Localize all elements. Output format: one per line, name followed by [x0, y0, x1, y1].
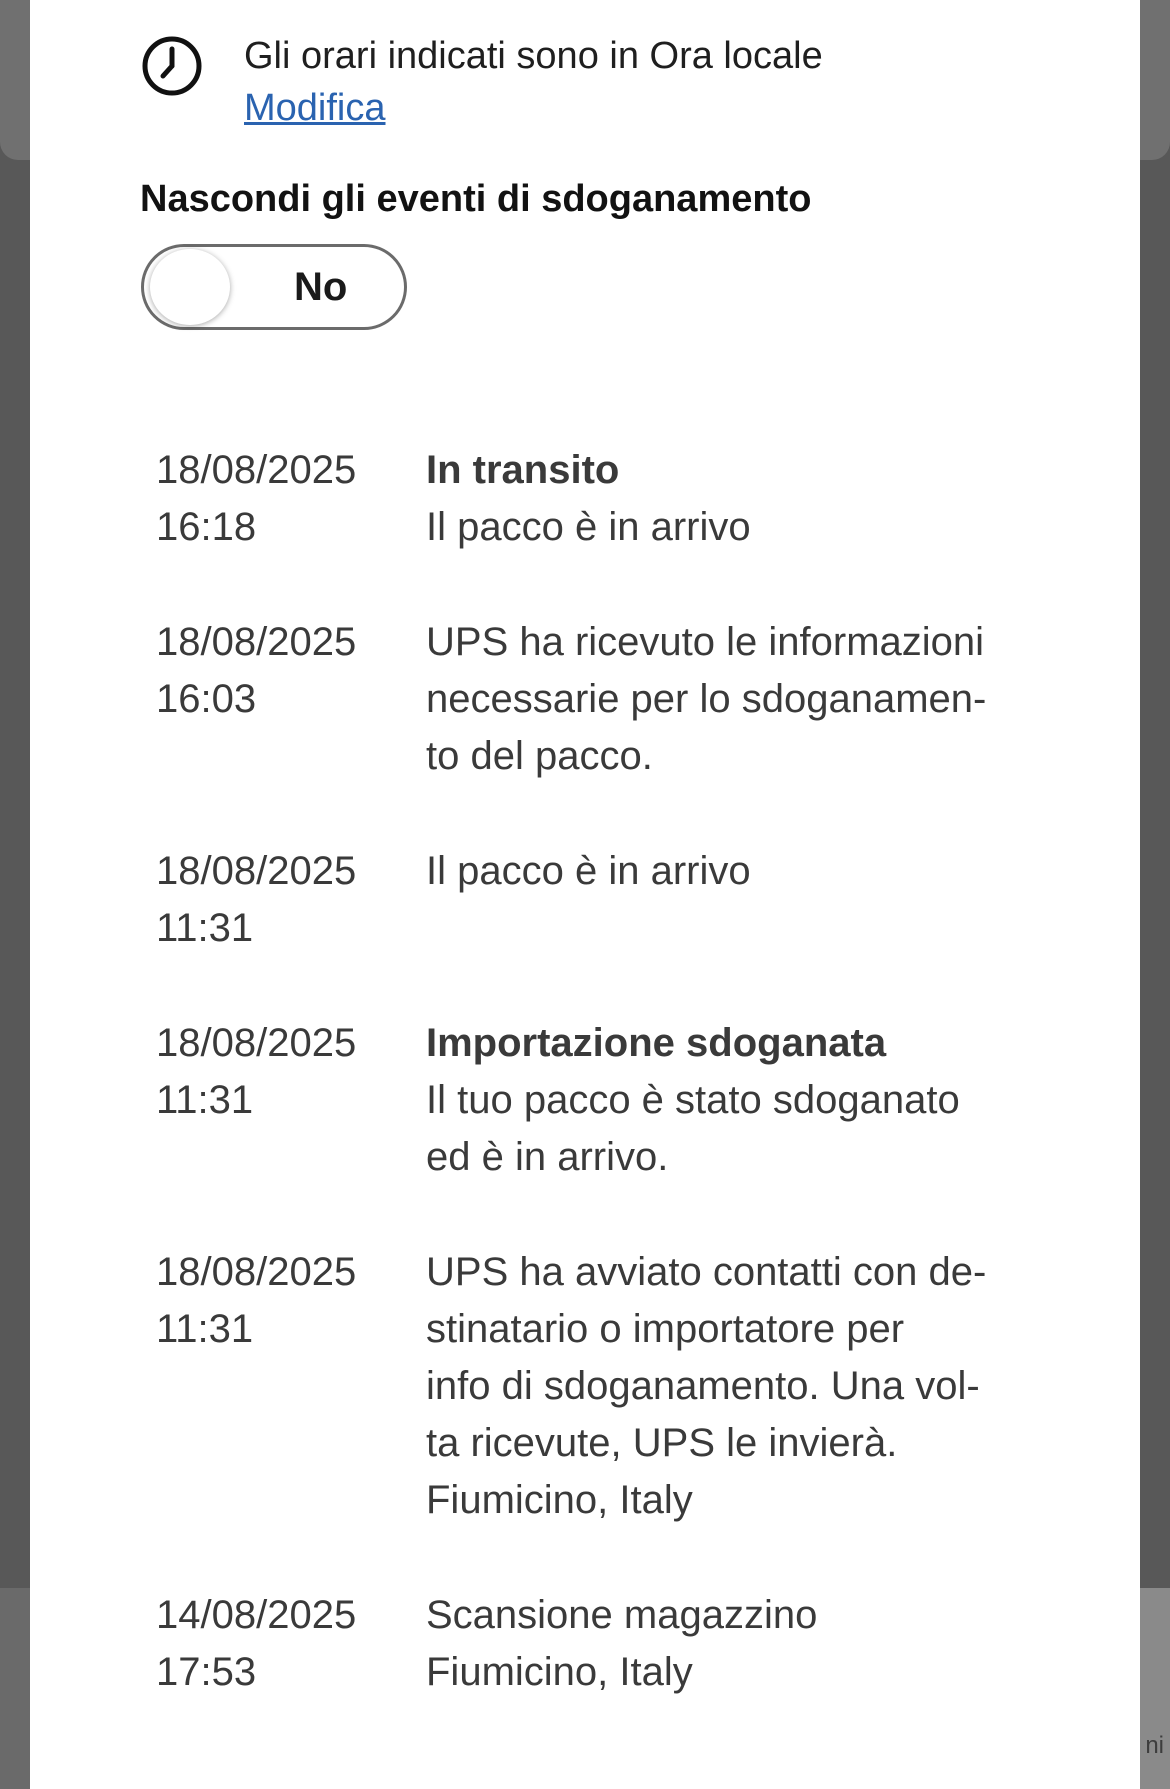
event-datetime: [156, 442, 426, 556]
event-status-title: Importazione sdoganata: [426, 1021, 887, 1065]
timezone-text: Gli orari indicati sono in Ora locale: [244, 35, 823, 77]
event-text-line: ta ricevute, UPS le invierà.: [426, 1421, 898, 1465]
hide-customs-events-toggle[interactable]: [141, 244, 407, 330]
event-time: 11:31: [156, 1078, 254, 1122]
timezone-text-block: [244, 30, 823, 134]
event-text-line: to del pacco.: [426, 734, 653, 778]
event-date: 18/08/2025: [156, 1021, 357, 1065]
event-text-line: stinatario o importatore per: [426, 1307, 905, 1351]
event-time: 11:31: [156, 1307, 254, 1351]
event-time: 16:03: [156, 677, 257, 721]
event-text-line: UPS ha avviato contatti con de-: [426, 1250, 987, 1294]
event-datetime: [156, 1587, 426, 1701]
event-datetime: [156, 1244, 426, 1529]
toggle-knob: [150, 249, 230, 325]
toggle-state-label: No: [294, 265, 348, 309]
event-text-line: UPS ha ricevuto le informazioni: [426, 620, 985, 664]
event-text-line: Fiumicino, Italy: [426, 1478, 693, 1522]
event-text-line: info di sdoganamento. Una vol-: [426, 1364, 980, 1408]
event-date: 18/08/2025: [156, 849, 357, 893]
event-text-line: necessarie per lo sdoganamen-: [426, 677, 987, 721]
event-description: [426, 442, 1016, 556]
hide-customs-events-label: Nascondi gli eventi di sdoganamento: [140, 178, 812, 220]
event-text-line: Il tuo pacco è stato sdoganato: [426, 1078, 960, 1122]
event-text-line: Il pacco è in arrivo: [426, 849, 751, 893]
event-text-line: ed è in arrivo.: [426, 1135, 669, 1179]
tracking-event: [156, 1015, 1056, 1186]
event-text-line: Fiumicino, Italy: [426, 1650, 693, 1694]
event-text-line: Scansione magazzino: [426, 1593, 818, 1637]
event-description: [426, 843, 1016, 957]
background-hint-text: ni: [1145, 1732, 1164, 1759]
event-time: 16:18: [156, 505, 257, 549]
event-datetime: [156, 1015, 426, 1186]
tracking-events-list: [156, 442, 1056, 1759]
tracking-event: [156, 1587, 1056, 1701]
tracking-details-panel: [30, 0, 1140, 1789]
timezone-notice: [140, 30, 823, 134]
tracking-event: [156, 843, 1056, 957]
tracking-event: [156, 1244, 1056, 1529]
event-description: [426, 1015, 1016, 1186]
event-description: [426, 1244, 1016, 1529]
event-description: [426, 1587, 1016, 1701]
event-date: 18/08/2025: [156, 620, 357, 664]
event-time: 17:53: [156, 1650, 257, 1694]
event-date: 18/08/2025: [156, 1250, 357, 1294]
event-date: 18/08/2025: [156, 448, 357, 492]
clock-icon: [140, 34, 204, 98]
tracking-event: [156, 614, 1056, 785]
tracking-event: [156, 442, 1056, 556]
event-date: 14/08/2025: [156, 1593, 357, 1637]
edit-timezone-link[interactable]: Modifica: [244, 87, 386, 129]
event-datetime: [156, 843, 426, 957]
event-datetime: [156, 614, 426, 785]
event-text-line: Il pacco è in arrivo: [426, 505, 751, 549]
event-status-title: In transito: [426, 448, 620, 492]
event-time: 11:31: [156, 906, 254, 950]
event-description: [426, 614, 1016, 785]
